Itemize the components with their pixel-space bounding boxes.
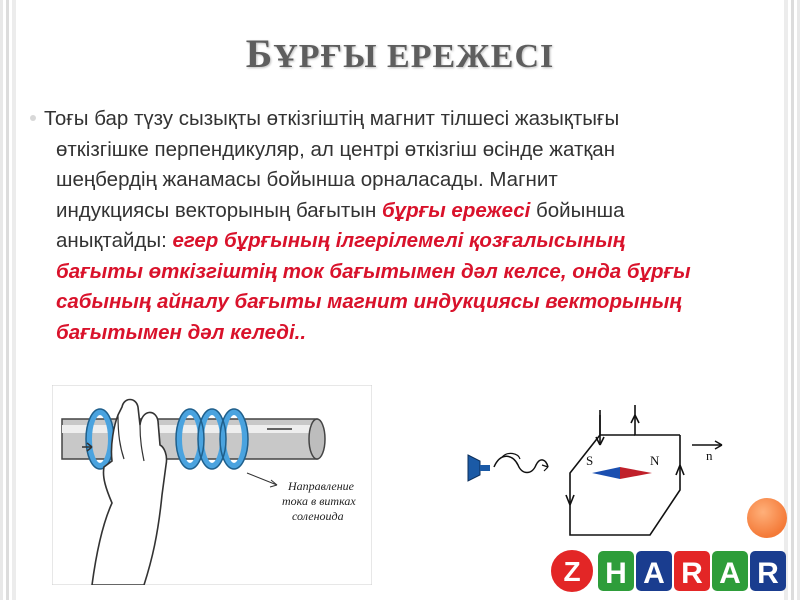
zharar-logo	[548, 545, 796, 595]
logo-text: ZHARAR	[549, 546, 554, 547]
svg-text:R: R	[757, 557, 779, 590]
svg-text:Z: Z	[563, 556, 581, 587]
svg-text:A: A	[643, 557, 665, 590]
para-line-4	[44, 196, 764, 227]
needle-n-label: N	[650, 453, 660, 468]
title-rest: ҰРҒЫ ЕРЕЖЕСІ	[273, 38, 555, 75]
right-decorative-stripe	[784, 0, 800, 600]
para-line-2: өткізгішке перпендикуляр, ал центрі өткізгіш өсінде жатқан	[56, 137, 616, 161]
para-line-5-start: анықтайды:	[56, 229, 173, 252]
bullet-icon	[30, 115, 36, 121]
rule-text-line-2: бағыты өткізгіштің ток бағытымен дәл келсе, онда бұрғы	[56, 259, 691, 283]
para-line-4-end: бойынша	[530, 198, 625, 222]
svg-text:A: A	[719, 557, 741, 590]
para-line-5	[44, 226, 764, 257]
svg-text:H: H	[605, 557, 627, 590]
slide-title	[0, 30, 800, 77]
rule-text-line-4: бағытымен дәл келеді..	[56, 320, 307, 344]
para-line-3: шеңбердің жанамасы бойынша орналасады. Магнит	[56, 168, 558, 191]
orange-circle-decoration	[747, 498, 787, 538]
rule-name-highlight: бұрғы ережесі	[381, 198, 531, 222]
slide-body-paragraph	[44, 104, 764, 348]
gimlet-rule-figure	[460, 395, 750, 550]
needle-s-label: S	[586, 453, 594, 468]
rule-text-line-1: егер бұрғының ілгерілемелі қозғалысының	[172, 229, 626, 252]
para-line-1: Тоғы бар түзу сызықты өткізгіштің магнит тілшесі жазықтығы	[44, 107, 620, 130]
fig-label-2: тока в витках	[282, 494, 356, 508]
vector-n-label: n	[706, 448, 713, 463]
solenoid-hand-figure	[52, 385, 372, 585]
rule-text-line-3: сабының айналу бағыты магнит индукциясы векторының	[56, 290, 682, 313]
title-first-letter: Б	[245, 31, 274, 76]
para-line-4-start: индукциясы векторының бағытын	[56, 198, 382, 222]
svg-text:R: R	[681, 557, 703, 590]
fig-label-1: Направление	[288, 479, 355, 493]
left-decorative-stripe	[0, 0, 16, 600]
fig-label-3: соленоида	[292, 509, 344, 523]
